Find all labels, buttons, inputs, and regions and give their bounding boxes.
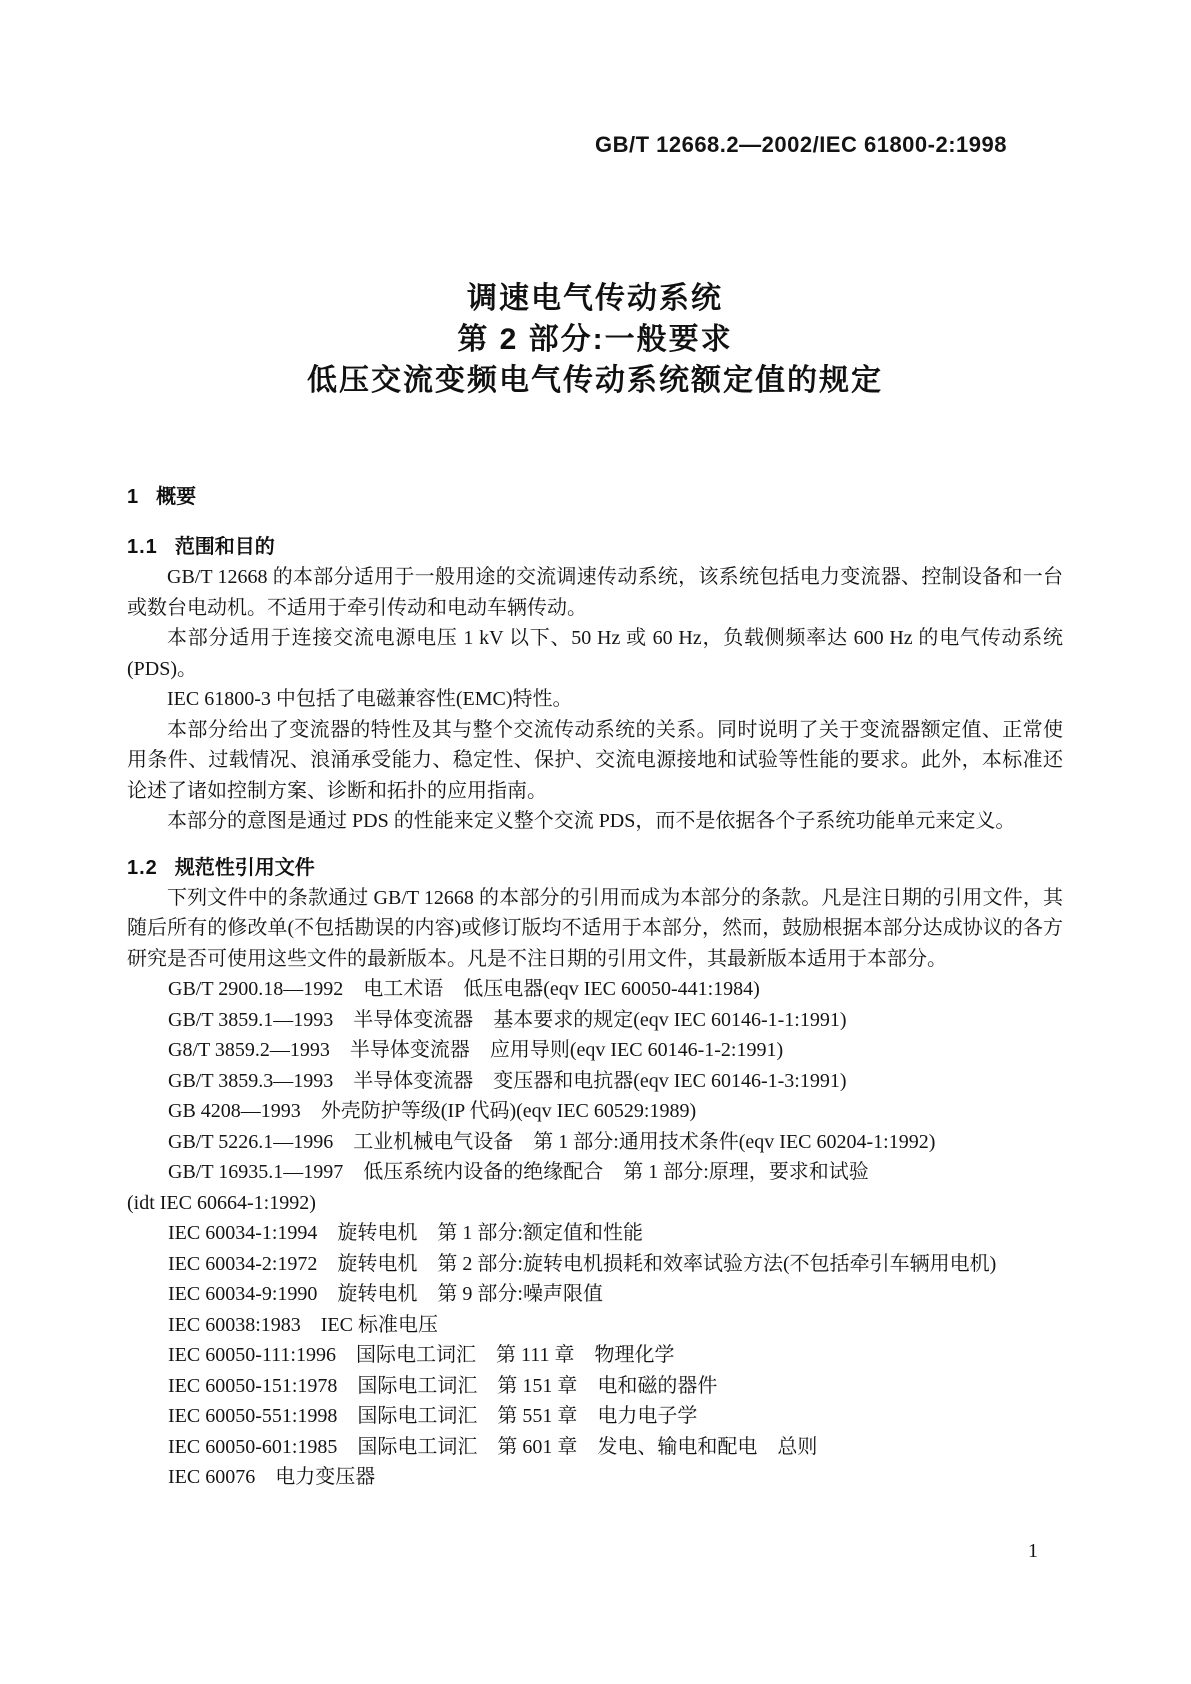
reference-item: GB/T 16935.1—1997 低压系统内设备的绝缘配合 第 1 部分:原理，要求和试验 [168,1161,869,1183]
reference-item: IEC 60050-551:1998 国际电工词汇 第 551 章 电力电子学 [168,1405,698,1427]
reference-item: IEC 60050-601:1985 国际电工词汇 第 601 章 发电、输电和配电 总则 [168,1435,818,1458]
section-1-1-heading [127,532,1063,562]
scope-paragraph-5: 本部分的意图是通过 PDS 的性能来定义整个交流 PDS，而不是依据各个子系统功能单元来定义。 [167,810,1016,832]
reference-item: GB 4208—1993 外壳防护等级(IP 代码)(eqv IEC 60529:1989) [168,1100,697,1122]
document-title-line2: 第 2 部分:一般要求 [457,323,733,356]
section-1-2-title: 规范性引用文件 [174,856,315,879]
references-intro-paragraph: 下列文件中的条款通过 GB/T 12668 的本部分的引用而成为本部分的条款。凡是注日期的引用文件，其随后所有的修改单(不包括勘误的内容)或修订版均不适用于本部分，然而，鼓励根据本部分达成协议的各方研究是否可使用这些文件的最新版本。凡是不注日期的引用文件，其最新版本适用于本部分。 [127,886,1063,970]
standard-code-header: GB/T 12668.2—2002/IEC 61800-2:1998 [594,132,1007,157]
document-body [127,482,1063,1493]
section-1-number: 1 [127,486,140,508]
scope-paragraph-2: 本部分适用于连接交流电源电压 1 kV 以下、50 Hz 或 60 Hz，负载侧频率达 600 Hz 的电气传动系统(PDS)。 [127,627,1063,680]
document-title [127,278,1063,401]
reference-item: GB/T 3859.3—1993 半导体变流器 变压器和电抗器(eqv IEC 60146-1-3:1991) [168,1069,847,1092]
section-1-1-title: 范围和目的 [174,536,275,558]
section-1-2-heading [127,853,1063,883]
scope-paragraph-4: 本部分给出了变流器的特性及其与整个交流传动系统的关系。同时说明了关于变流器额定值、正常使用条件、过载情况、浪涌承受能力、稳定性、保护、交流电源接地和试验等性能的要求。此外，本标准还论述了诸如控制方案、诊断和拓扑的应用指南。 [127,718,1063,802]
scope-paragraph-3: IEC 61800-3 中包括了电磁兼容性(EMC)特性。 [167,688,573,710]
reference-item: IEC 60034-2:1972 旋转电机 第 2 部分:旋转电机损耗和效率试验方法(不包括牵引车辆用电机) [168,1252,997,1275]
section-1-title: 概要 [156,486,197,508]
reference-item: G8/T 3859.2—1993 半导体变流器 应用导则(eqv IEC 60146-1-2:1991) [168,1039,784,1061]
reference-list [127,974,1063,1493]
section-1-2-number: 1.2 [127,856,158,879]
reference-item-continuation: (idt IEC 60664-1:1992) [127,1191,316,1214]
page-number: 1 [1028,1540,1038,1562]
scope-paragraph-1: GB/T 12668 的本部分适用于一般用途的交流调速传动系统，该系统包括电力变流器、控制设备和一台或数台电动机。不适用于牵引传动和电动车辆传动。 [127,566,1063,619]
reference-item: IEC 60050-111:1996 国际电工词汇 第 111 章 物理化学 [168,1344,675,1366]
reference-item: GB/T 2900.18—1992 电工术语 低压电器(eqv IEC 60050-441:1984) [168,978,760,1000]
reference-item: IEC 60034-1:1994 旋转电机 第 1 部分:额定值和性能 [168,1222,643,1244]
section-1-heading [127,482,1063,512]
section-1-1-number: 1.1 [127,536,158,558]
document-title-line3: 低压交流变频电气传动系统额定值的规定 [307,364,883,397]
reference-item: IEC 60034-9:1990 旋转电机 第 9 部分:噪声限值 [168,1283,603,1305]
reference-item: GB/T 5226.1—1996 工业机械电气设备 第 1 部分:通用技术条件(eqv IEC 60204-1:1992) [168,1130,936,1153]
reference-item: IEC 60038:1983 IEC 标准电压 [168,1313,438,1336]
reference-item: GB/T 3859.1—1993 半导体变流器 基本要求的规定(eqv IEC 60146-1-1:1991) [168,1008,847,1031]
document-title-line1: 调速电气传动系统 [467,282,723,315]
reference-item: IEC 60050-151:1978 国际电工词汇 第 151 章 电和磁的器件 [168,1374,718,1397]
reference-item: IEC 60076 电力变压器 [168,1466,376,1488]
